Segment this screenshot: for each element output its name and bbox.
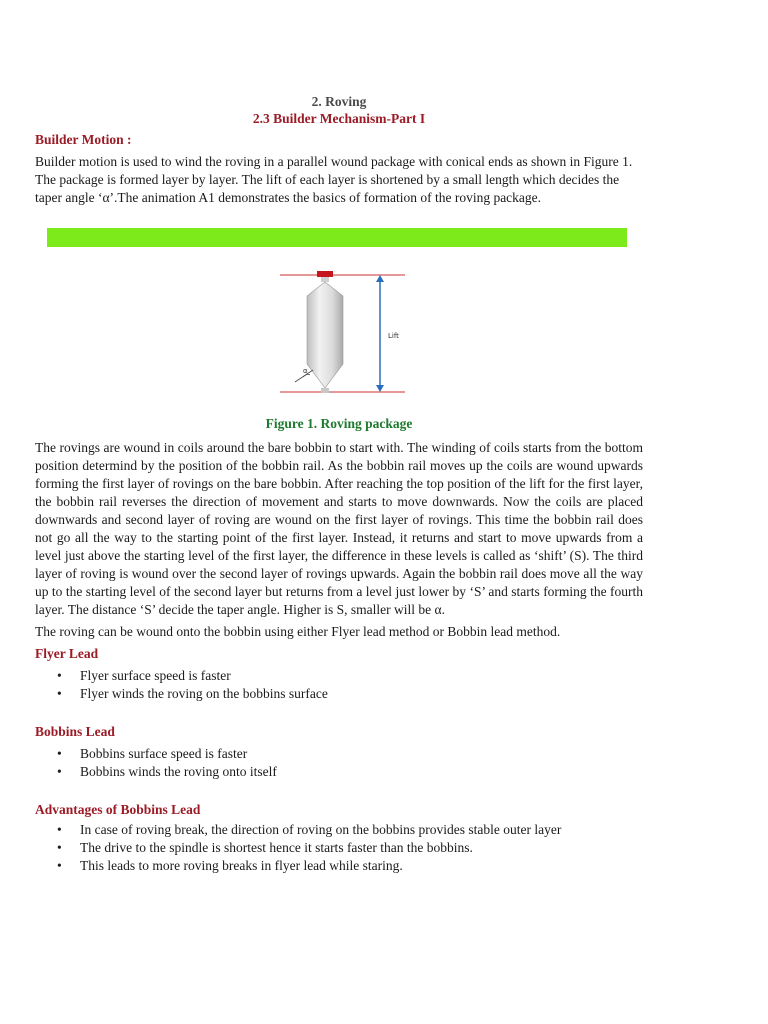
- flyer-lead-list: [35, 667, 643, 703]
- bobbin-top-shaft: [321, 277, 329, 282]
- winding-paragraph: The rovings are wound in coils around the bare bobbin to start with. The winding of coils starts from the bottom position determind by the position of the bobbin rail. As the bobbin rail moves up the coils are wound upwards forming the first layer of rovings on the bare bobbin. After reaching the top position of the lift for the first layer, the bobbin rail reverses the direction of movement and starts to move downwards. Now the coils are placed downwards and second layer of roving are wound on the first layer of rovings. This time the bobbin rail does not go all the way to the starting point of the first layer. Instead, it returns and start to move upwards from a level just above the starting level of the first layer, the difference in these levels is called as ‘shift’ (S). The third layer of roving is wound over the second layer of rovings upwards. Again the bobbin rail does move all the way up to the starting level of the second layer but returns from a level just lower by ‘S’ and starts forming the fourth layer. The distance ‘S’ decide the taper angle. Higher is S, smaller will be α.: [35, 440, 643, 617]
- list-item: • This leads to more roving breaks in flyer lead while staring.: [57, 858, 403, 873]
- lead-method-paragraph: The roving can be wound onto the bobbin using either Flyer lead method or Bobbin lead method.: [35, 624, 561, 639]
- bullet-icon: •: [57, 840, 62, 855]
- bullet-icon: •: [57, 668, 62, 683]
- list-item: • Bobbins surface speed is faster: [57, 746, 248, 761]
- builder-motion-text: Builder motion is used to wind the roving in a parallel wound package with conical ends as shown in Figure 1. The package is formed layer by layer. The lift of each layer is shortened by a small length which decides the taper angle ‘α’.The animation A1 demonstrates the basics of formation of the roving package.: [35, 154, 633, 205]
- bullet-icon: •: [57, 822, 62, 837]
- section-title: 2.3 Builder Mechanism-Part I: [252, 111, 426, 126]
- list-item: • Flyer surface speed is faster: [57, 668, 231, 683]
- bullet-icon: •: [57, 686, 62, 701]
- bobbin-bottom-shaft: [321, 388, 329, 393]
- bullet-icon: •: [57, 858, 62, 873]
- alpha-label: α: [303, 367, 308, 375]
- lift-arrow-head-bottom: [376, 385, 384, 392]
- accent-bar: [47, 228, 627, 247]
- list-item: • The drive to the spindle is shortest hence it starts faster than the bobbins.: [57, 840, 473, 855]
- bullet-icon: •: [57, 746, 62, 761]
- list-item: • Flyer winds the roving on the bobbins surface: [57, 686, 328, 701]
- builder-motion-heading: Builder Motion :: [35, 132, 132, 147]
- list-item: • Bobbins winds the roving onto itself: [57, 764, 277, 779]
- flyer-lead-heading: Flyer Lead: [35, 646, 99, 661]
- bobbins-lead-heading: Bobbins Lead: [35, 724, 115, 739]
- document-page: [35, 94, 643, 873]
- figure-caption: Figure 1. Roving package: [265, 416, 413, 431]
- lift-label: Lift: [388, 332, 399, 340]
- list-item: • In case of roving break, the direction of roving on the bobbins provides stable outer layer: [57, 822, 562, 837]
- lift-arrow-head-top: [376, 275, 384, 282]
- bullet-icon: •: [57, 764, 62, 779]
- bobbin-body: [307, 282, 343, 388]
- advantages-heading: Advantages of Bobbins Lead: [35, 802, 201, 817]
- bobbins-lead-list: [35, 745, 643, 781]
- body-section: [35, 439, 643, 875]
- advantages-list: [35, 821, 643, 875]
- roving-package-figure: [255, 252, 425, 402]
- chapter-title: 2. Roving: [311, 94, 367, 109]
- bobbin-cap: [317, 271, 333, 277]
